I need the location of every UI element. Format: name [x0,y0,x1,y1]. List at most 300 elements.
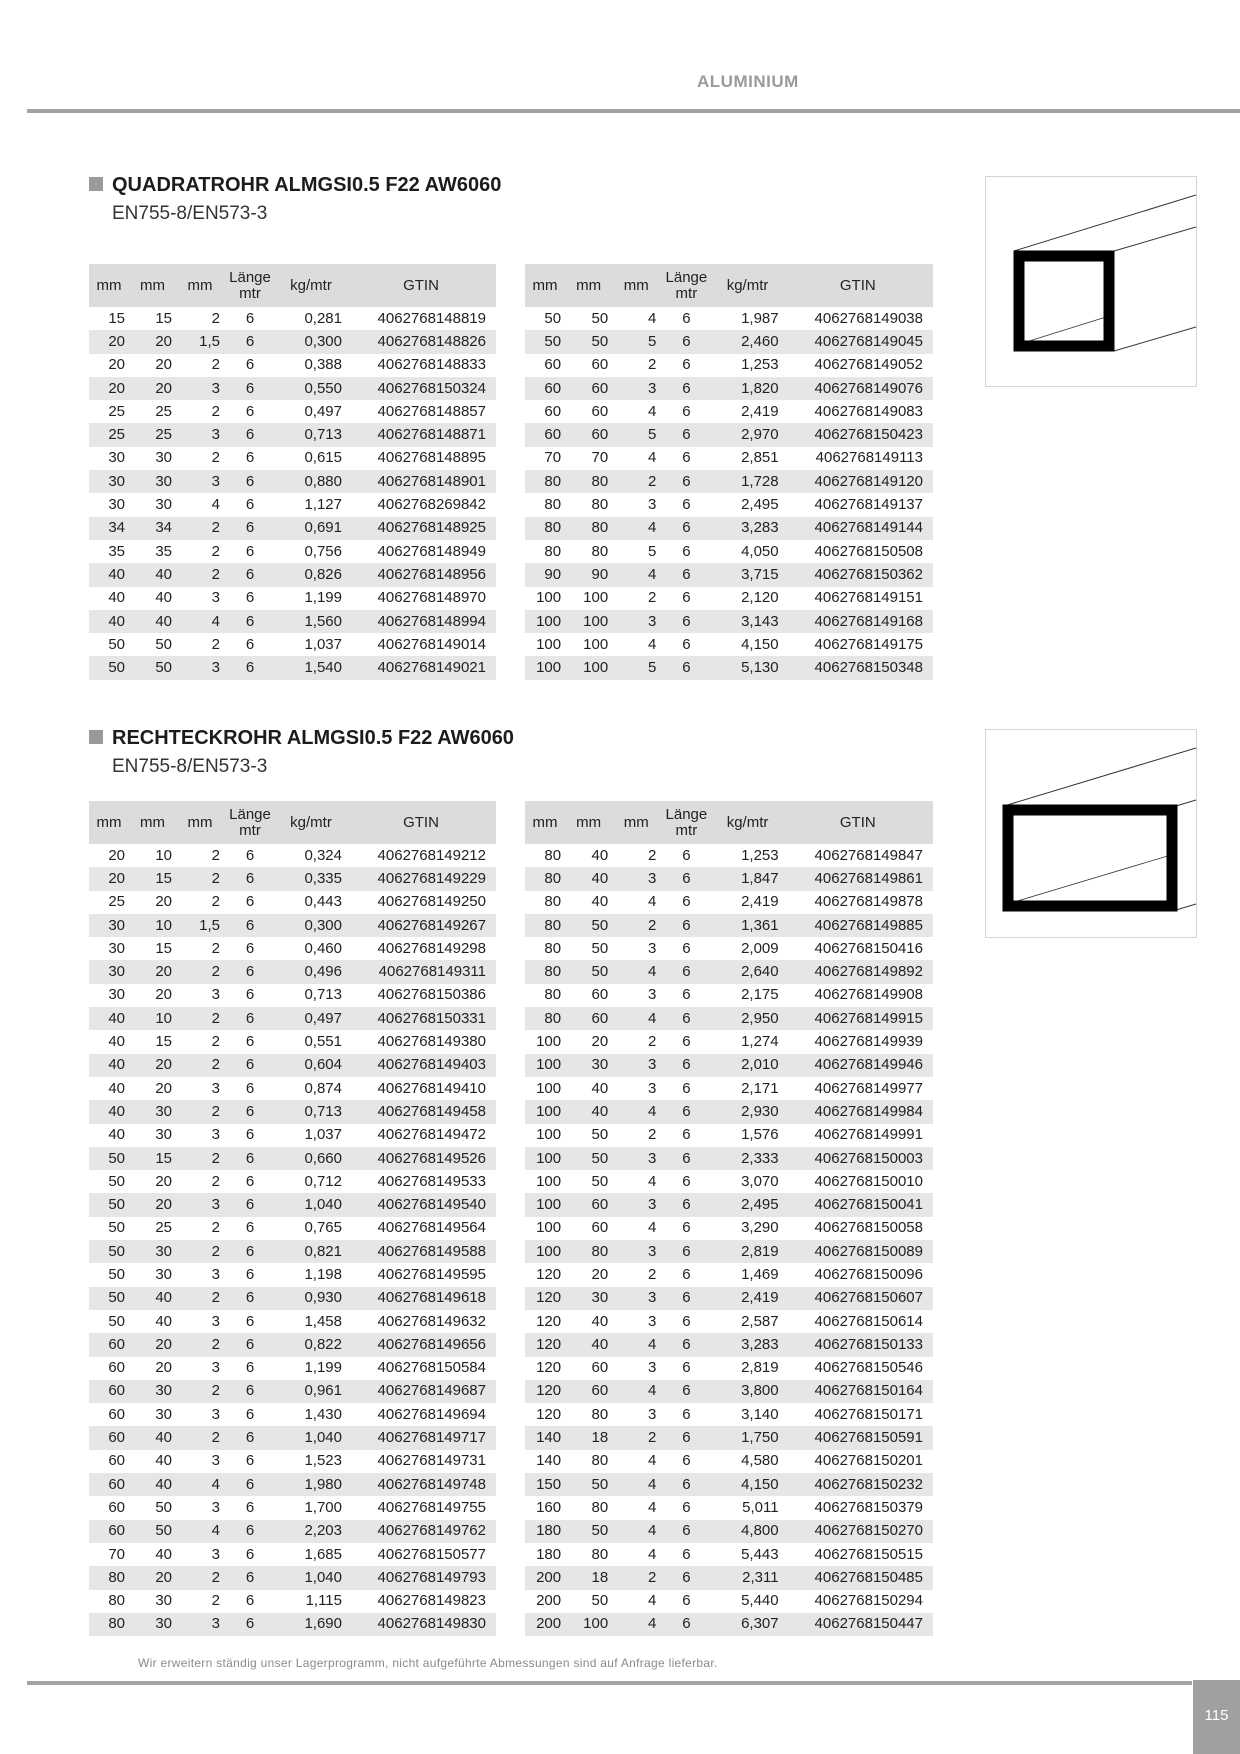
table-cell: 4062768149533 [377,1172,486,1190]
column-header: mm [612,801,660,844]
table-row [525,1170,933,1193]
table-cell: 4062768148901 [346,470,496,493]
table-cell: 3 [647,1359,657,1377]
table-cell: 6 [682,449,691,467]
table-row [525,914,933,937]
table-row [525,1147,933,1170]
table-cell: 4062768150331 [346,1007,496,1030]
table-cell: 3 [612,867,660,890]
section-title-quadratrohr [89,174,501,197]
table-cell: 4062768150010 [814,1172,923,1190]
table-cell: 6 [682,1545,691,1563]
table-cell: 3 [211,1312,220,1330]
table-cell: 6 [660,1054,712,1077]
table-cell: 50 [108,1172,125,1190]
table-cell: 1,5 [176,330,224,353]
table-cell: 4062768149588 [346,1240,496,1263]
table-cell: 4062768148970 [377,589,486,607]
table-cell: 1,253 [741,356,779,374]
table-row [89,470,496,493]
table-cell: 6 [245,1359,255,1377]
footer-divider [27,1681,1192,1685]
table-cell: 80 [525,867,565,890]
table-cell: 4 [612,960,660,983]
table-row [525,540,933,563]
table-row [89,1263,496,1286]
table-cell: 60 [525,423,565,446]
section-subtitle-rechteckrohr: EN755-8/EN573-3 [112,756,268,777]
table-cell: 2 [176,1240,224,1263]
table-cell: 4,580 [741,1452,779,1470]
table-cell: 1,037 [304,1126,342,1144]
table-cell: 18 [565,1566,612,1589]
table-cell: 4 [647,893,657,911]
table-cell: 4062768149847 [814,846,923,864]
table-cell: 3,800 [712,1380,782,1403]
table-cell: 15 [155,1033,172,1051]
table-cell: 60 [591,402,609,420]
table-cell: 120 [525,1333,565,1356]
table-cell: 6 [245,635,255,653]
column-header: GTIN [783,801,933,844]
table-row [89,330,496,353]
table-cell: 3 [612,377,660,400]
table-cell: 50 [89,1193,129,1216]
table-cell: 6 [245,589,255,607]
column-header: kg/mtr [276,801,346,844]
table-row [89,1613,496,1636]
table-cell: 4062768149168 [783,610,933,633]
table-cell: 6 [224,1426,276,1449]
table-row [89,1403,496,1426]
table-cell: 0,691 [276,517,346,540]
table-cell: 34 [129,517,176,540]
table-cell: 4062768149076 [783,377,933,400]
table-cell: 6 [660,1613,712,1636]
table-cell: 50 [565,1147,612,1170]
table-cell: 60 [89,1380,129,1403]
table-cell: 0,660 [276,1147,346,1170]
table-cell: 0,713 [276,1100,346,1123]
table-cell: 0,324 [304,846,342,864]
table-cell: 6 [660,1380,712,1403]
table-cell: 40 [155,1452,172,1470]
table-cell: 4062768149540 [346,1193,496,1216]
table-cell: 2 [612,1426,660,1449]
table-cell: 50 [89,1240,129,1263]
table-cell: 60 [108,1452,125,1470]
table-cell: 40 [591,846,609,864]
quadratrohr-table-right [525,264,933,680]
table-row [525,656,933,679]
table-cell: 60 [89,1426,129,1449]
table-cell: 4062768149915 [783,1007,933,1030]
table-cell: 100 [536,1126,562,1144]
table-cell: 80 [591,1405,609,1423]
table-cell: 40 [565,867,612,890]
table-cell: 6 [660,1100,712,1123]
table-row [89,1333,496,1356]
table-row [89,867,496,890]
table-row [525,1030,933,1053]
table-cell: 4 [647,402,657,420]
table-cell: 6 [660,1426,712,1449]
table-cell: 6 [245,846,255,864]
table-cell: 3 [211,1079,220,1097]
table-cell: 2,311 [712,1566,782,1589]
table-cell: 4062768149823 [377,1592,486,1610]
table-cell: 0,388 [304,356,342,374]
table-cell: 4 [647,635,657,653]
table-cell: 100 [583,589,609,607]
table-cell: 3,290 [741,1219,779,1237]
table-cell: 200 [525,1566,565,1589]
table-cell: 100 [525,1147,565,1170]
table-cell: 2,419 [741,893,779,911]
table-cell: 40 [89,563,129,586]
table-cell: 6 [660,914,712,937]
table-cell: 60 [565,1380,612,1403]
table-row [89,540,496,563]
table-cell: 50 [129,656,176,679]
table-cell: 40 [129,1426,176,1449]
table-cell: 30 [129,1240,176,1263]
table-cell: 4062768149762 [346,1520,496,1543]
table-cell: 20 [129,330,176,353]
table-cell: 6 [245,1079,255,1097]
table-cell: 4062768149014 [377,635,486,653]
table-row [525,1566,933,1589]
table-cell: 30 [129,470,176,493]
table-cell: 3 [176,470,224,493]
table-cell: 2,171 [741,1079,779,1097]
table-cell: 3,283 [712,517,782,540]
table-row [525,1450,933,1473]
table-cell: 60 [89,1333,129,1356]
table-cell: 6 [224,960,276,983]
table-cell: 50 [591,309,609,327]
table-cell: 3 [612,1240,660,1263]
table-cell: 1,987 [741,309,779,327]
table-cell: 6 [224,1147,276,1170]
table-cell: 2 [176,1054,224,1077]
table-cell: 4062768150508 [814,542,923,560]
table-cell: 30 [89,914,129,937]
table-cell: 80 [591,1545,609,1563]
table-cell: 4062768150584 [377,1359,486,1377]
table-cell: 2 [176,1426,224,1449]
table-cell: 50 [565,330,612,353]
table-cell: 60 [544,402,562,420]
table-row [89,1473,496,1496]
table-cell: 4062768150171 [814,1405,923,1423]
table-cell: 6 [224,517,276,540]
table-cell: 1,750 [712,1426,782,1449]
table-cell: 4062768150591 [783,1426,933,1449]
table-cell: 2 [647,1126,657,1144]
table-cell: 2 [176,1380,224,1403]
table-cell: 6 [660,610,712,633]
table-cell: 4062768149885 [783,914,933,937]
table-row [89,1193,496,1216]
table-cell: 120 [525,1380,565,1403]
table-row [525,447,933,470]
table-row [89,1007,496,1030]
table-row [89,610,496,633]
table-cell: 6 [682,1265,691,1283]
table-cell: 3 [211,1126,220,1144]
table-row [89,1566,496,1589]
table-cell: 1,980 [276,1473,346,1496]
table-cell: 4062768149472 [377,1126,486,1144]
table-row [89,1543,496,1566]
table-row [89,1310,496,1333]
table-cell: 6 [682,1312,691,1330]
table-cell: 6 [224,867,276,890]
table-cell: 4062768148833 [377,356,486,374]
header-divider [27,109,1240,113]
table-cell: 140 [536,1452,562,1470]
table-cell: 0,550 [276,377,346,400]
table-cell: 80 [525,960,565,983]
table-cell: 4062768149892 [783,960,933,983]
table-row [525,1217,933,1240]
table-cell: 4062768150447 [783,1613,933,1636]
table-cell: 6 [660,1333,712,1356]
table-cell: 15 [155,939,172,957]
table-cell: 60 [591,986,609,1004]
table-cell: 3,283 [712,1333,782,1356]
table-cell: 40 [565,1333,612,1356]
table-cell: 4 [211,496,220,514]
table-cell: 25 [155,1219,172,1237]
table-cell: 3 [176,423,224,446]
table-cell: 6 [660,656,712,679]
table-cell: 4 [612,1100,660,1123]
table-cell: 2 [647,589,657,607]
table-cell: 4 [612,1333,660,1356]
table-cell: 60 [544,356,562,374]
table-cell: 3 [211,1405,220,1423]
table-cell: 70 [108,1545,125,1563]
table-cell: 2 [612,914,660,937]
table-cell: 1,5 [176,914,224,937]
table-cell: 6 [682,1359,691,1377]
table-cell: 2 [176,563,224,586]
table-cell: 30 [155,449,172,467]
table-cell: 100 [536,635,562,653]
table-cell: 40 [129,563,176,586]
table-cell: 6 [224,914,276,937]
column-header: GTIN [346,801,496,844]
table-cell: 4062768148895 [377,449,486,467]
table-row [89,1520,496,1543]
table-cell: 6 [682,1405,691,1423]
table-row [525,400,933,423]
table-cell: 20 [89,330,129,353]
table-cell: 6 [682,986,691,1004]
table-cell: 6 [245,496,255,514]
table-cell: 4,050 [741,542,779,560]
table-cell: 4062768149250 [377,893,486,911]
table-cell: 80 [544,893,562,911]
table-cell: 6,307 [712,1613,782,1636]
table-cell: 0,930 [276,1287,346,1310]
table-row [525,517,933,540]
table-cell: 80 [544,496,562,514]
table-cell: 6 [245,1126,255,1144]
table-cell: 0,713 [304,986,342,1004]
table-cell: 5,443 [741,1545,779,1563]
table-cell: 4062768149526 [346,1147,496,1170]
table-cell: 5 [647,542,657,560]
table-cell: 1,820 [712,377,782,400]
table-cell: 4,150 [712,1473,782,1496]
table-cell: 50 [565,1520,612,1543]
table-cell: 3 [647,1079,657,1097]
table-cell: 4062768149793 [346,1566,496,1589]
table-cell: 20 [129,1566,176,1589]
rechteckrohr-table-right [525,801,933,1636]
table-cell: 4062768149977 [814,1079,923,1097]
table-cell: 100 [525,1100,565,1123]
table-row [525,610,933,633]
table-cell: 6 [660,1193,712,1216]
rectangular-tube-illustration [985,729,1197,938]
section-title-rechteckrohr [89,727,514,750]
table-cell: 0,300 [276,330,346,353]
table-cell: 4062768150232 [783,1473,933,1496]
table-cell: 100 [536,589,562,607]
table-cell: 1,115 [305,1592,342,1610]
table-cell: 20 [89,867,129,890]
table-row [89,423,496,446]
table-cell: 6 [245,1545,255,1563]
table-cell: 100 [536,1172,562,1190]
table-cell: 6 [682,589,691,607]
table-row [525,1473,933,1496]
table-cell: 5,440 [741,1592,779,1610]
table-cell: 3 [176,656,224,679]
table-cell: 100 [583,635,609,653]
table-cell: 50 [108,635,125,653]
table-row [89,1240,496,1263]
table-cell: 6 [245,309,255,327]
table-cell: 6 [682,309,691,327]
table-cell: 100 [565,610,612,633]
rechteckrohr-table-left [89,801,496,1636]
table-cell: 6 [224,1473,276,1496]
table-cell: 4062768149656 [346,1333,496,1356]
table-cell: 60 [89,1520,129,1543]
table-cell: 34 [89,517,129,540]
table-cell: 0,826 [276,563,346,586]
table-cell: 4062768149984 [783,1100,933,1123]
table-cell: 60 [591,1359,609,1377]
table-cell: 2,587 [741,1312,779,1330]
table-cell: 150 [525,1473,565,1496]
table-cell: 2 [176,1333,224,1356]
table-row [525,1100,933,1123]
table-cell: 30 [129,1380,176,1403]
table-cell: 40 [89,1007,129,1030]
table-cell: 6 [682,356,691,374]
table-cell: 4062768150270 [783,1520,933,1543]
table-cell: 20 [591,1033,609,1051]
column-header: mm [525,801,565,844]
table-cell: 4062768149137 [814,496,923,514]
table-cell: 80 [544,542,562,560]
table-cell: 4062768149311 [346,960,496,983]
table-cell: 4062768148994 [346,610,496,633]
table-cell: 60 [591,1219,609,1237]
table-cell: 6 [682,1126,691,1144]
table-cell: 4062768148871 [346,423,496,446]
table-cell: 6 [682,1592,691,1610]
table-cell: 6 [660,1520,712,1543]
rectangular-tube-icon [986,730,1196,937]
column-header: kg/mtr [712,264,782,307]
table-cell: 4062768149717 [346,1426,496,1449]
table-cell: 80 [565,517,612,540]
square-tube-icon [986,177,1196,386]
table-cell: 50 [89,656,129,679]
table-cell: 0,551 [304,1033,342,1051]
table-cell: 6 [682,939,691,957]
table-cell: 2 [176,867,224,890]
table-cell: 3 [176,1613,224,1636]
table-cell: 60 [525,377,565,400]
table-row [525,1333,933,1356]
table-cell: 40 [129,1473,176,1496]
table-cell: 6 [660,1007,712,1030]
table-cell: 2 [211,846,220,864]
table-cell: 6 [245,986,255,1004]
table-cell: 70 [544,449,562,467]
table-cell: 25 [108,402,125,420]
table-cell: 4062768149687 [346,1380,496,1403]
table-cell: 1,040 [276,1193,346,1216]
table-cell: 0,874 [304,1079,342,1097]
table-cell: 4062768149595 [377,1265,486,1283]
table-header-row [525,264,933,307]
table-cell: 3 [211,589,220,607]
table-cell: 3 [612,1287,660,1310]
table-cell: 6 [224,656,276,679]
table-cell: 6 [682,1452,691,1470]
table-cell: 1,040 [276,1566,346,1589]
table-row [525,377,933,400]
table-cell: 6 [682,1498,691,1516]
table-cell: 180 [525,1520,565,1543]
table-cell: 4062768150546 [814,1359,923,1377]
table-cell: 2 [211,893,220,911]
table-cell: 6 [224,1193,276,1216]
table-row [525,330,933,353]
table-cell: 4 [612,1613,660,1636]
table-cell: 5 [612,330,660,353]
column-header: kg/mtr [712,801,782,844]
table-row [89,960,496,983]
table-cell: 20 [108,356,125,374]
table-cell: 4062768149120 [783,470,933,493]
table-cell: 1,430 [304,1405,342,1423]
table-cell: 80 [591,1452,609,1470]
table-cell: 6 [224,1100,276,1123]
table-cell: 2,495 [741,496,779,514]
column-header: mm [565,264,612,307]
table-cell: 4062768149083 [814,402,923,420]
